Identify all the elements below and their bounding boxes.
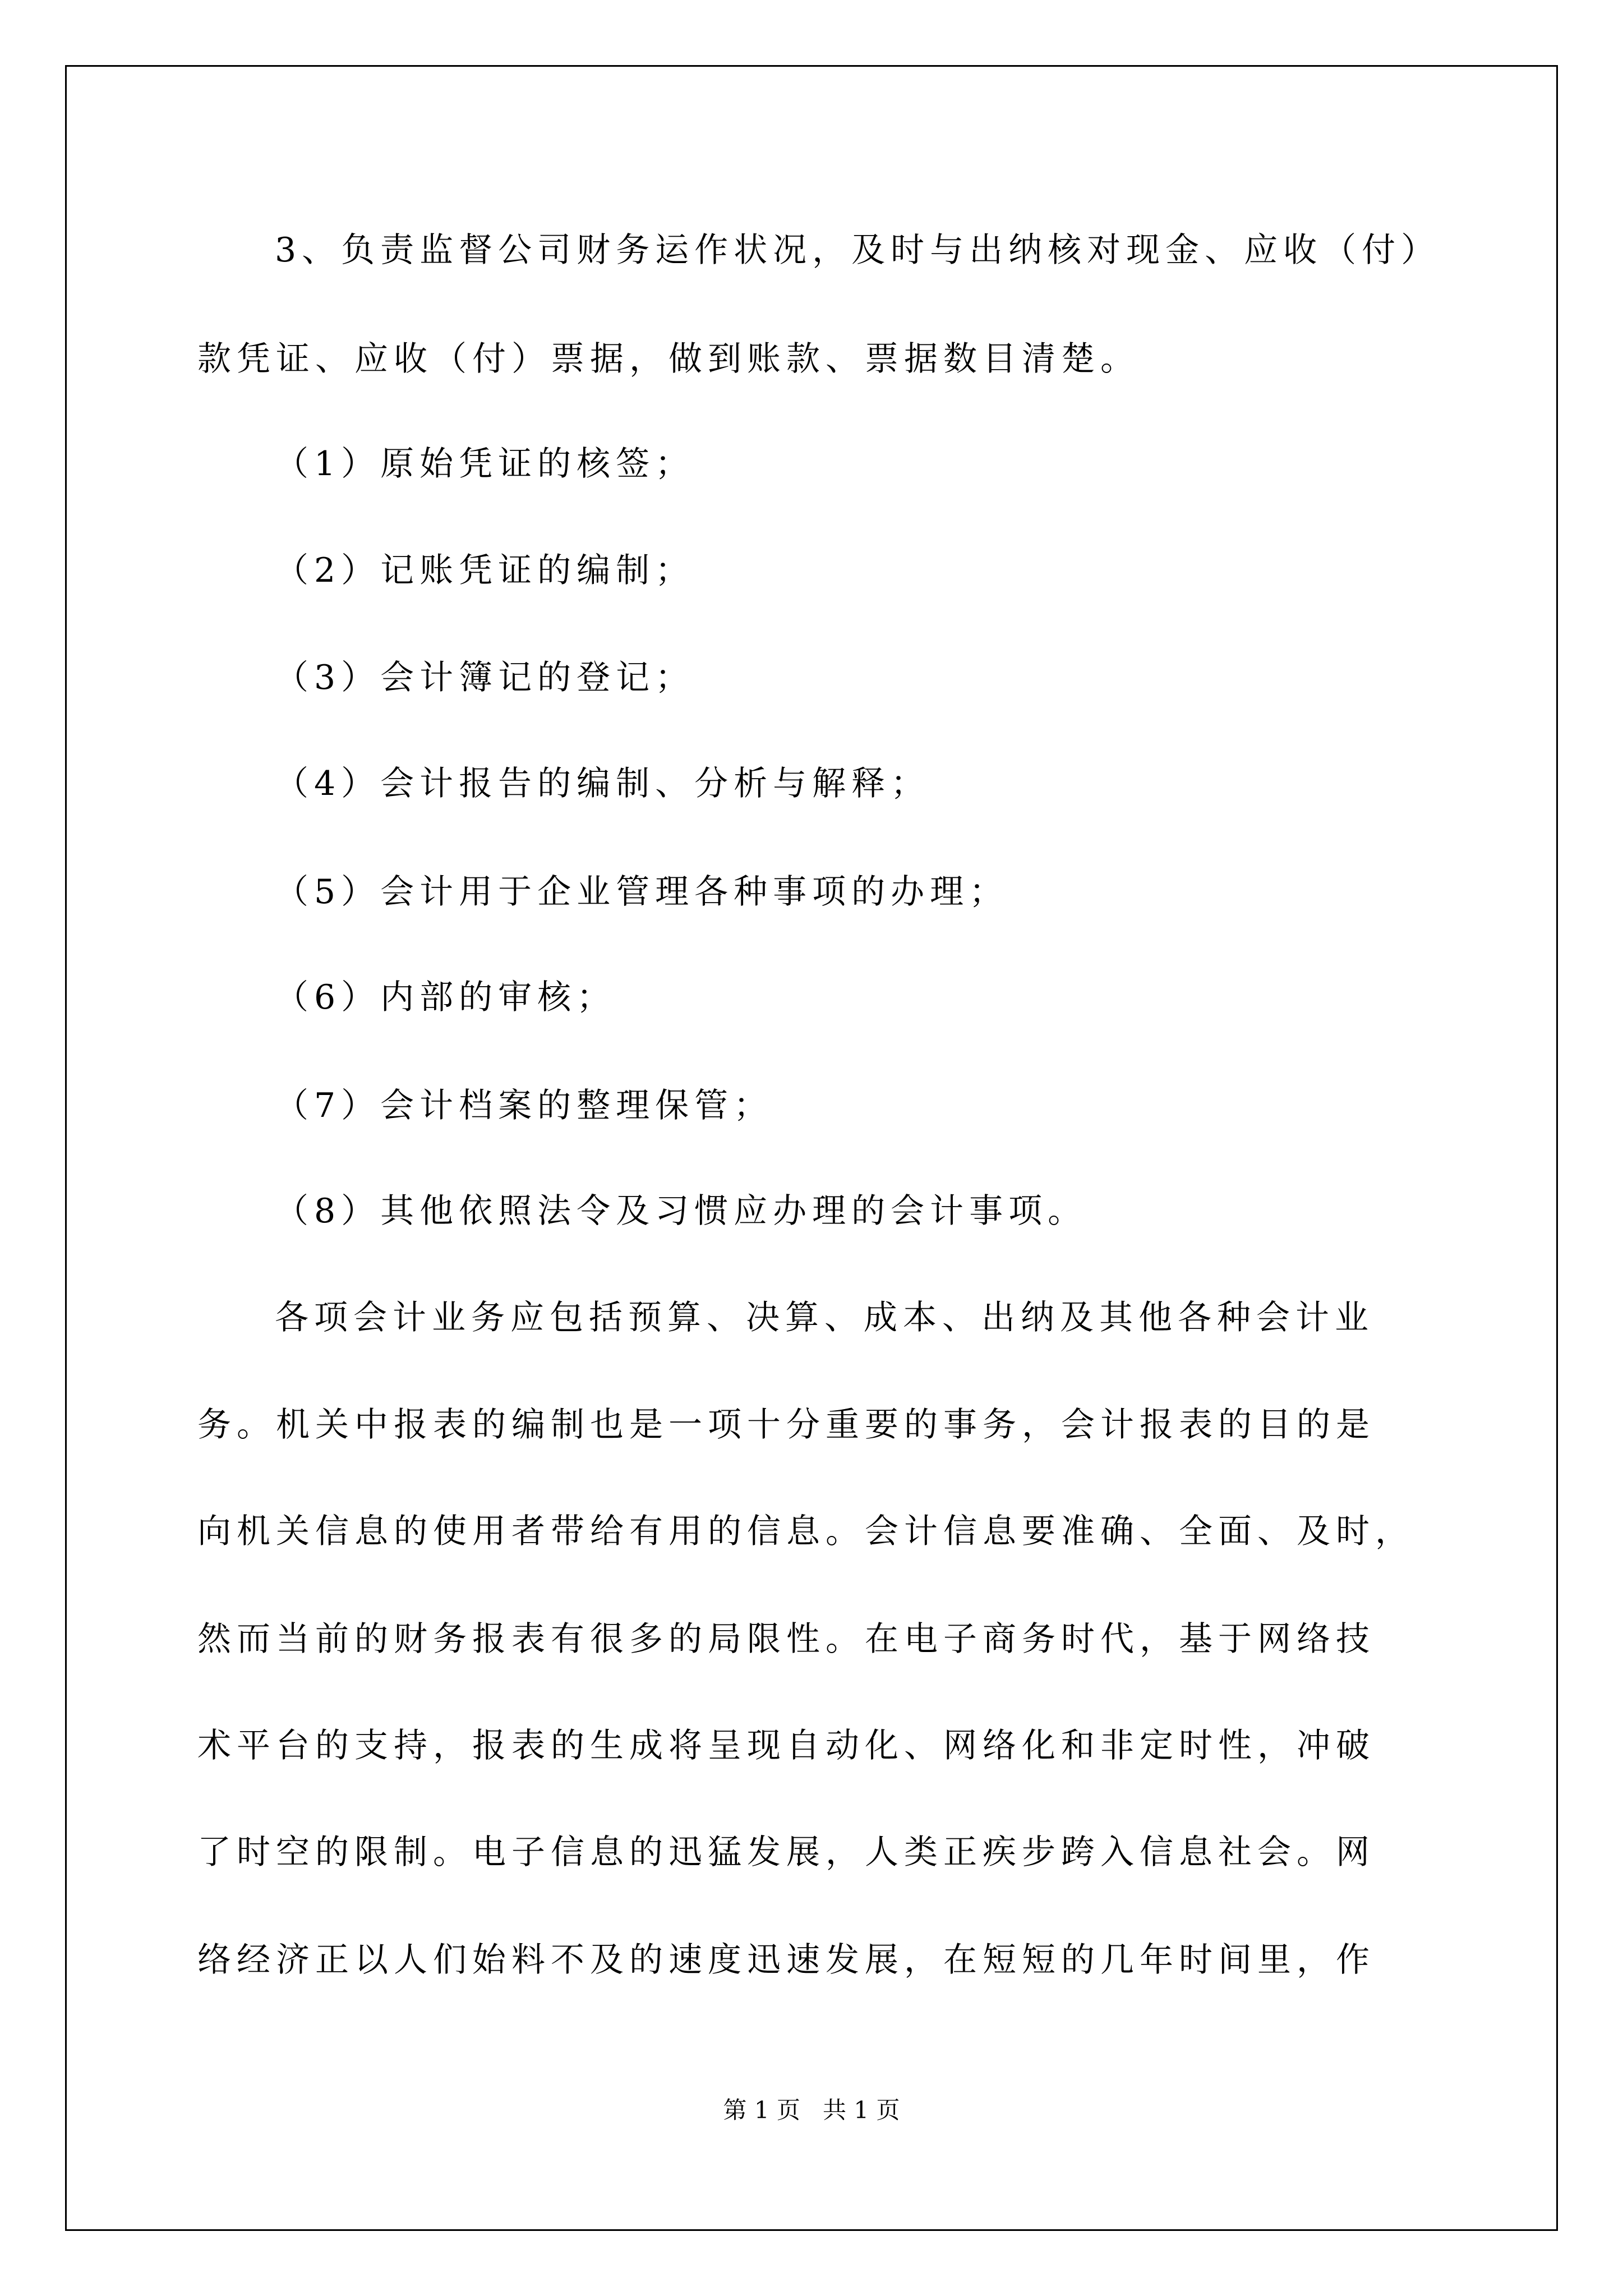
paragraph-2-line-6: 了时空的限制。电子信息的迅猛发展，人类正疾步跨入信息社会。网	[197, 1833, 1375, 1872]
paragraph-1-line-2: 款凭证、应收（付）票据，做到账款、票据数目清楚。	[197, 339, 1140, 379]
paragraph-2-line-1: 各项会计业务应包括预算、决算、成本、出纳及其他各种会计业	[275, 1298, 1374, 1337]
list-item-8: （8）其他依照法令及习惯应办理的会计事项。	[275, 1191, 1087, 1231]
list-item-7: （7）会计档案的整理保管；	[275, 1086, 773, 1125]
paragraph-2-line-2: 务。机关中报表的编制也是一项十分重要的事务，会计报表的目的是	[197, 1405, 1375, 1444]
page-number-footer: 第 1 页 共 1 页	[723, 2096, 900, 2124]
paragraph-2-line-7: 络经济正以人们始料不及的速度迅速发展，在短短的几年时间里，作	[197, 1940, 1375, 1980]
list-item-6: （6）内部的审核；	[275, 978, 616, 1017]
paragraph-1-line-1: 3、负责监督公司财务运作状况，及时与出纳核对现金、应收（付）	[275, 231, 1441, 270]
list-item-1: （1）原始凭证的核签；	[275, 444, 695, 484]
paragraph-2-line-3: 向机关信息的使用者带给有用的信息。会计信息要准确、全面、及时，	[197, 1512, 1414, 1551]
paragraph-2-line-4: 然而当前的财务报表有很多的局限性。在电子商务时代，基于网络技	[197, 1619, 1375, 1659]
list-item-4: （4）会计报告的编制、分析与解释；	[275, 764, 930, 803]
page-border	[65, 65, 1558, 2231]
list-item-5: （5）会计用于企业管理各种事项的办理；	[275, 872, 1009, 912]
list-item-2: （2）记账凭证的编制；	[275, 551, 695, 590]
paragraph-2-line-5: 术平台的支持，报表的生成将呈现自动化、网络化和非定时性，冲破	[197, 1726, 1375, 1765]
list-item-3: （3）会计簿记的登记；	[275, 658, 695, 697]
